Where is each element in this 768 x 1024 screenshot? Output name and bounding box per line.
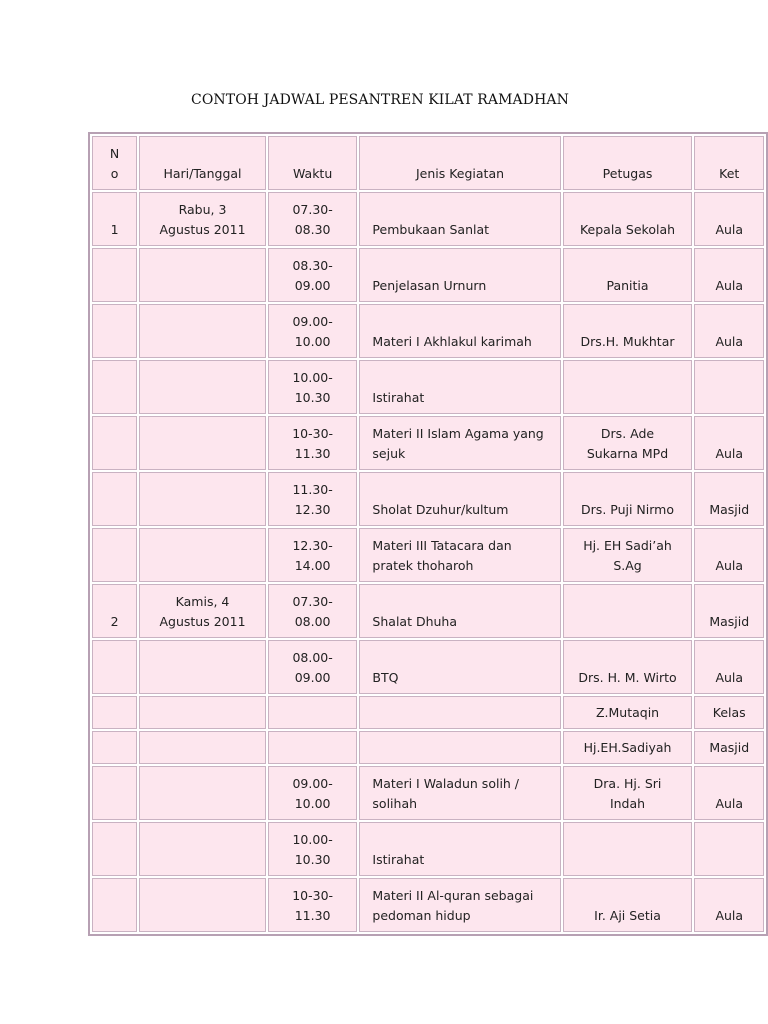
cell-petugas — [563, 360, 693, 414]
table-row — [92, 360, 764, 414]
cell-jenis-kegiatan: Sholat Dzuhur/kultum — [359, 472, 560, 526]
header-hari-tanggal: Hari/Tanggal — [139, 136, 266, 190]
cell-waktu: 10-30- 11.30 — [268, 416, 358, 470]
cell-petugas: Drs. Puji Nirmo — [563, 472, 693, 526]
cell-no — [92, 696, 137, 729]
cell-jenis-kegiatan: Materi I Akhlakul karimah — [359, 304, 560, 358]
cell-waktu: 10.00- 10.30 — [268, 360, 358, 414]
cell-ket: Masjid — [694, 584, 764, 638]
cell-ket: Aula — [694, 878, 764, 932]
cell-petugas — [563, 584, 693, 638]
cell-no: 2 — [92, 584, 137, 638]
cell-jenis-kegiatan: Materi II Islam Agama yang sejuk — [359, 416, 560, 470]
table-row — [92, 416, 764, 470]
table-row — [92, 640, 764, 694]
cell-waktu — [268, 696, 358, 729]
table-row — [92, 472, 764, 526]
cell-hari-tanggal — [139, 731, 266, 764]
cell-jenis-kegiatan: Materi II Al-quran sebagai pedoman hidup — [359, 878, 560, 932]
cell-jenis-kegiatan: BTQ — [359, 640, 560, 694]
cell-no — [92, 822, 137, 876]
cell-jenis-kegiatan — [359, 696, 560, 729]
cell-waktu: 08.30- 09.00 — [268, 248, 358, 302]
cell-no — [92, 248, 137, 302]
cell-petugas: Dra. Hj. Sri Indah — [563, 766, 693, 820]
cell-jenis-kegiatan: Istirahat — [359, 360, 560, 414]
table-row — [92, 878, 764, 932]
table-row — [92, 304, 764, 358]
table-row — [92, 584, 764, 638]
cell-hari-tanggal — [139, 528, 266, 582]
cell-jenis-kegiatan — [359, 731, 560, 764]
cell-waktu: 12.30- 14.00 — [268, 528, 358, 582]
cell-petugas: Z.Mutaqin — [563, 696, 693, 729]
cell-ket: Aula — [694, 640, 764, 694]
table-row — [92, 248, 764, 302]
cell-ket: Aula — [694, 192, 764, 246]
header-petugas: Petugas — [563, 136, 693, 190]
cell-waktu: 11.30- 12.30 — [268, 472, 358, 526]
cell-hari-tanggal: Rabu, 3 Agustus 2011 — [139, 192, 266, 246]
cell-no — [92, 640, 137, 694]
header-waktu: Waktu — [268, 136, 358, 190]
header-no: N o — [92, 136, 137, 190]
cell-waktu: 07.30- 08.00 — [268, 584, 358, 638]
cell-petugas: Hj. EH Sadi’ah S.Ag — [563, 528, 693, 582]
cell-ket: Aula — [694, 304, 764, 358]
cell-ket — [694, 822, 764, 876]
cell-hari-tanggal — [139, 822, 266, 876]
cell-jenis-kegiatan: Istirahat — [359, 822, 560, 876]
cell-ket: Aula — [694, 528, 764, 582]
cell-waktu: 09.00- 10.00 — [268, 766, 358, 820]
cell-hari-tanggal: Kamis, 4 Agustus 2011 — [139, 584, 266, 638]
cell-petugas: Ir. Aji Setia — [563, 878, 693, 932]
cell-hari-tanggal — [139, 472, 266, 526]
cell-no — [92, 360, 137, 414]
cell-jenis-kegiatan: Materi III Tatacara dan pratek thoharoh — [359, 528, 560, 582]
schedule-table — [88, 132, 768, 936]
cell-no — [92, 472, 137, 526]
document-title: CONTOH JADWAL PESANTREN KILAT RAMADHAN — [191, 92, 569, 108]
cell-petugas: Panitia — [563, 248, 693, 302]
table-row — [92, 528, 764, 582]
cell-no — [92, 731, 137, 764]
cell-petugas — [563, 822, 693, 876]
cell-hari-tanggal — [139, 878, 266, 932]
cell-ket: Masjid — [694, 731, 764, 764]
cell-hari-tanggal — [139, 248, 266, 302]
cell-waktu: 10.00- 10.30 — [268, 822, 358, 876]
cell-no — [92, 766, 137, 820]
cell-no — [92, 878, 137, 932]
cell-petugas: Hj.EH.Sadiyah — [563, 731, 693, 764]
cell-ket — [694, 360, 764, 414]
cell-waktu: 09.00- 10.00 — [268, 304, 358, 358]
table-row — [92, 766, 764, 820]
cell-petugas: Drs. Ade Sukarna MPd — [563, 416, 693, 470]
cell-jenis-kegiatan: Penjelasan Urnurn — [359, 248, 560, 302]
cell-hari-tanggal — [139, 304, 266, 358]
cell-hari-tanggal — [139, 696, 266, 729]
header-jenis-kegiatan: Jenis Kegiatan — [359, 136, 560, 190]
table-row — [92, 192, 764, 246]
cell-jenis-kegiatan: Shalat Dhuha — [359, 584, 560, 638]
cell-ket: Masjid — [694, 472, 764, 526]
cell-ket: Aula — [694, 766, 764, 820]
cell-waktu — [268, 731, 358, 764]
cell-hari-tanggal — [139, 640, 266, 694]
cell-no — [92, 528, 137, 582]
cell-waktu: 07.30- 08.30 — [268, 192, 358, 246]
table-row — [92, 731, 764, 764]
table-row — [92, 822, 764, 876]
cell-petugas: Kepala Sekolah — [563, 192, 693, 246]
cell-ket: Kelas — [694, 696, 764, 729]
cell-hari-tanggal — [139, 766, 266, 820]
header-ket: Ket — [694, 136, 764, 190]
cell-petugas: Drs.H. Mukhtar — [563, 304, 693, 358]
cell-hari-tanggal — [139, 360, 266, 414]
cell-waktu: 10-30- 11.30 — [268, 878, 358, 932]
cell-petugas: Drs. H. M. Wirto — [563, 640, 693, 694]
cell-jenis-kegiatan: Pembukaan Sanlat — [359, 192, 560, 246]
cell-hari-tanggal — [139, 416, 266, 470]
table-row — [92, 696, 764, 729]
cell-waktu: 08.00- 09.00 — [268, 640, 358, 694]
cell-no — [92, 304, 137, 358]
cell-ket: Aula — [694, 248, 764, 302]
cell-no: 1 — [92, 192, 137, 246]
cell-no — [92, 416, 137, 470]
table-header-row — [92, 136, 764, 190]
cell-ket: Aula — [694, 416, 764, 470]
cell-jenis-kegiatan: Materi I Waladun solih / solihah — [359, 766, 560, 820]
